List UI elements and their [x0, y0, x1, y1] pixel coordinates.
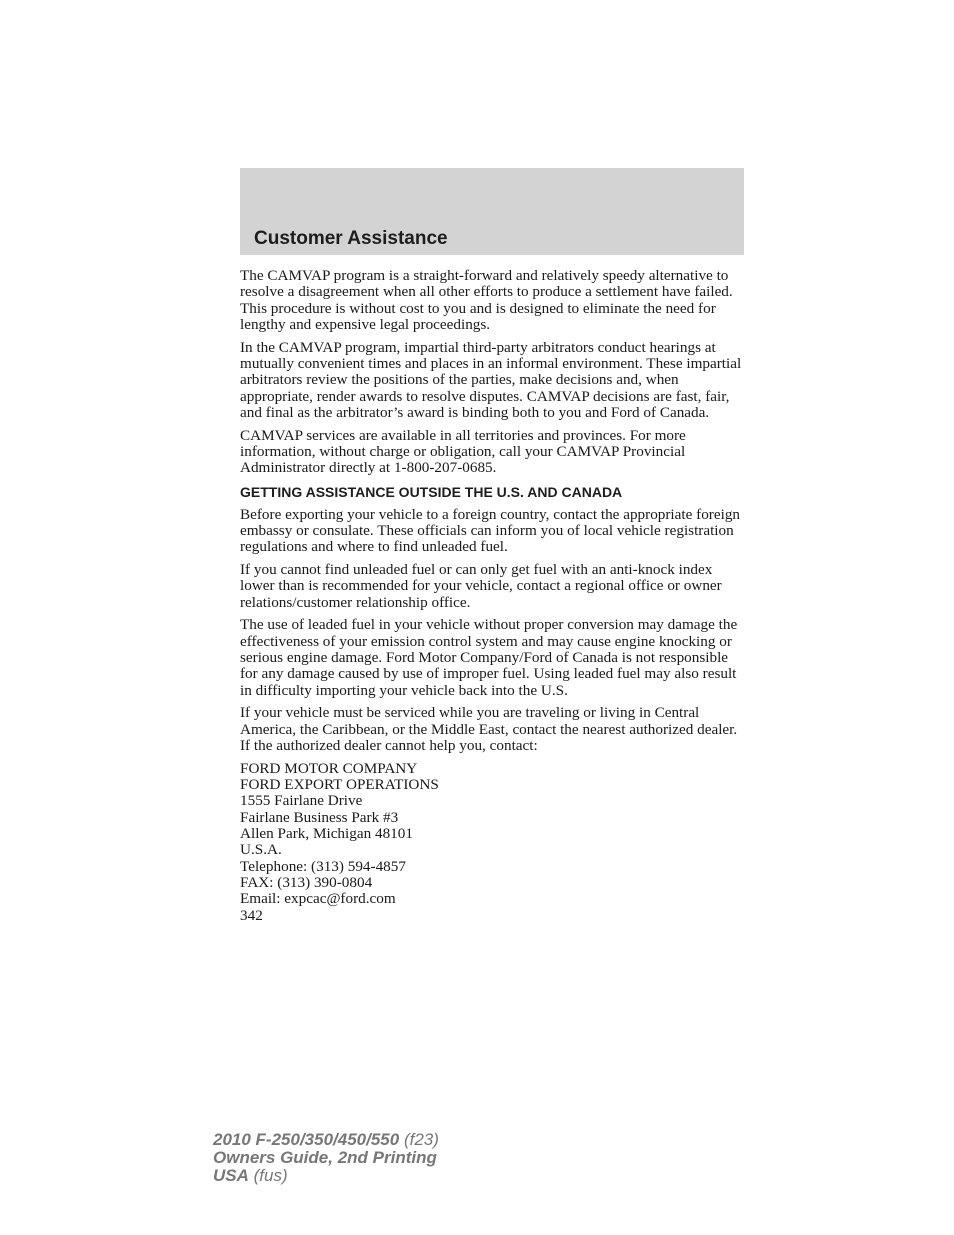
address-line: 1555 Fairlane Drive [240, 792, 363, 810]
page-number: 342 [240, 907, 263, 925]
document-footer [213, 1131, 439, 1185]
footer-edition: Owners Guide, 2nd Printing [213, 1148, 437, 1167]
body-paragraph: Before exporting your vehicle to a foreign country, contact the appropriate foreign embassy or consulate. These officials can inform you of local vehicle registration regulations and where to find unleaded fuel. [240, 505, 741, 556]
section-title: Customer Assistance [254, 228, 448, 249]
page-body [240, 268, 746, 925]
subsection-heading: GETTING ASSISTANCE OUTSIDE THE U.S. AND CANADA [240, 483, 623, 500]
address-line: FORD EXPORT OPERATIONS [240, 776, 439, 794]
body-paragraph: In the CAMVAP program, impartial third-party arbitrators conduct hearings at mutually convenient times and places in an informal environment. These impartial arbitrators review the positions of the parties, make decisions and, when appropriate, render awards to resolve disputes. CAMVAP decisions are fast, fair, and final as the arbitrator’s award is binding both to you and Ford of Canada. [240, 338, 742, 421]
footer-market-code: (fus) [248, 1166, 288, 1185]
address-line: FORD MOTOR COMPANY [240, 759, 418, 777]
address-line: U.S.A. [240, 841, 282, 859]
section-header-band [240, 168, 744, 255]
address-line: Allen Park, Michigan 48101 [240, 824, 413, 842]
footer-line [213, 1149, 439, 1167]
address-line: FAX: (313) 390-0804 [240, 873, 373, 891]
footer-line [213, 1131, 439, 1149]
footer-line [213, 1167, 439, 1185]
body-paragraph: If you cannot find unleaded fuel or can only get fuel with an anti-knock index lower than is recommended for your vehicle, contact a regional office or owner relations/customer relationship office. [240, 560, 722, 611]
address-line: Fairlane Business Park #3 [240, 808, 399, 826]
footer-model: 2010 F-250/350/450/550 [213, 1130, 400, 1149]
footer-market: USA [213, 1166, 249, 1185]
footer-model-code: (f23) [399, 1130, 439, 1149]
body-paragraph: The CAMVAP program is a straight-forward and relatively speedy alternative to resolve a disagreement when all other efforts to produce a settlement have failed. This procedure is without cost to you and is designed to eliminate the need for lengthy and expensive legal proceedings. [240, 267, 733, 333]
body-paragraph: The use of leaded fuel in your vehicle without proper conversion may damage the effectiveness of your emission control system and may cause engine knocking or serious engine damage. Ford Motor Company/Ford of Canada is not responsible for any damage caused by use of improper fuel. Using leaded fuel may also result in difficulty importing your vehicle back into the U.S. [240, 616, 738, 699]
body-paragraph: CAMVAP services are available in all territories and provinces. For more information, without charge or obligation, call your CAMVAP Provincial Administrator directly at 1-800-207-0685. [240, 426, 686, 477]
address-line: Email: expcac@ford.com [240, 890, 396, 908]
address-line: Telephone: (313) 594-4857 [240, 857, 406, 875]
contact-address [240, 761, 746, 908]
body-paragraph: If your vehicle must be serviced while you are traveling or living in Central America, the Caribbean, or the Middle East, contact the nearest authorized dealer. If the authorized dealer cannot help you, contact: [240, 704, 738, 754]
